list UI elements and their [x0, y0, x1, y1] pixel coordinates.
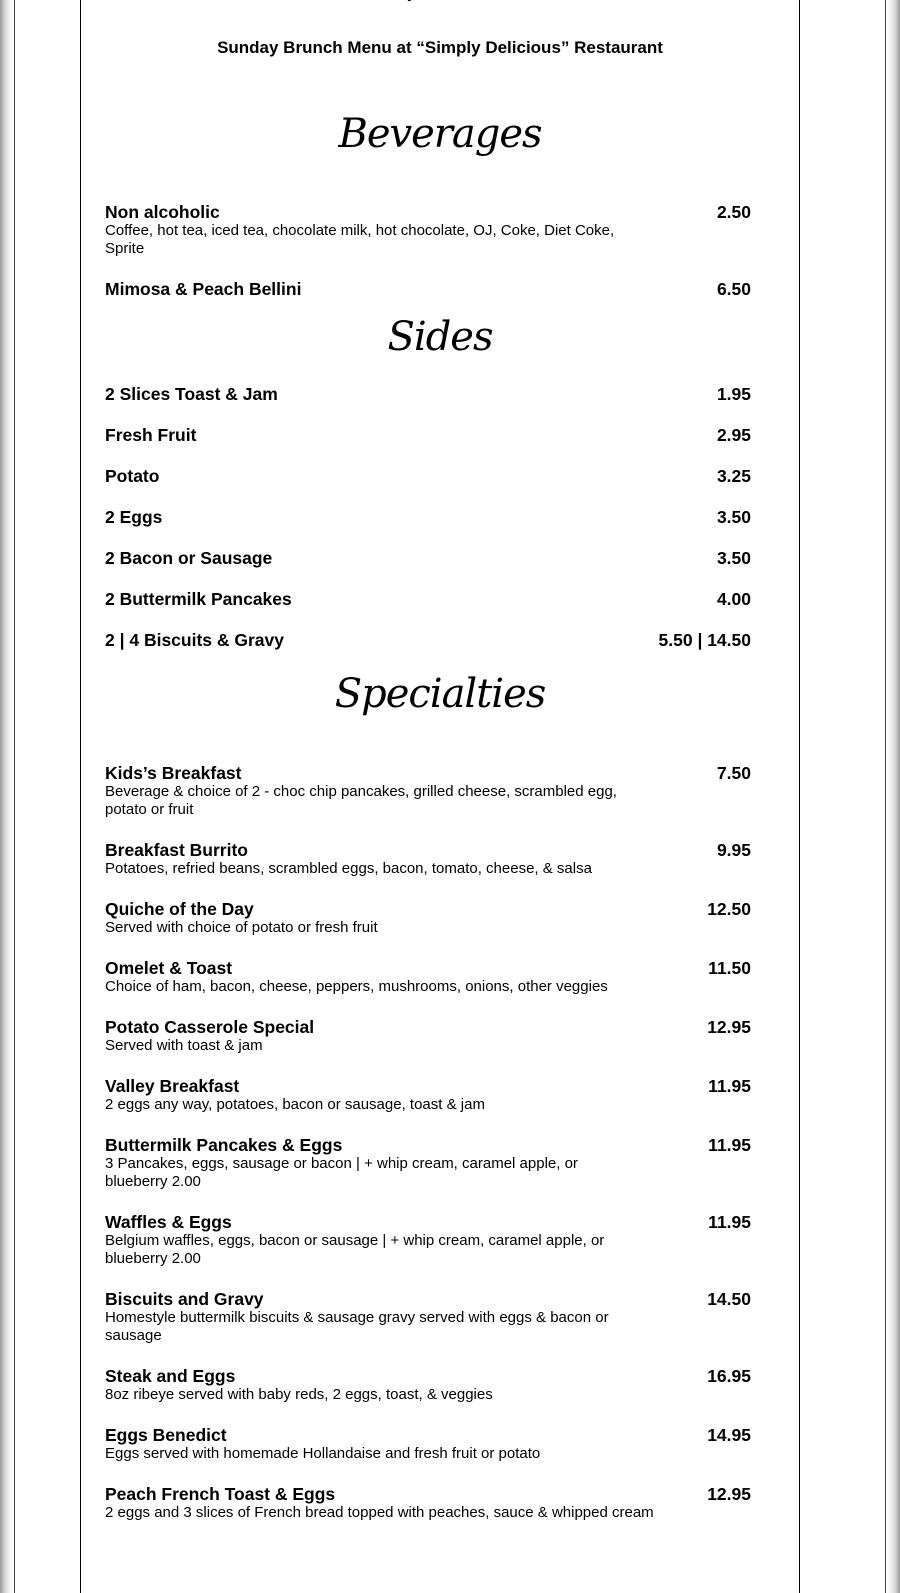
item-description: Served with toast & jam: [105, 1037, 263, 1054]
item-price: 11.95: [708, 1212, 751, 1232]
item-name: Non alcoholic: [105, 202, 220, 222]
item-price: 6.50: [716, 279, 751, 299]
item-name: Fresh Fruit: [105, 425, 197, 445]
menu-item-potato-casserole: [105, 1017, 751, 1055]
item-price: 14.95: [707, 1425, 751, 1445]
menu-item-kids-breakfast: [105, 763, 751, 819]
item-price: 14.50: [707, 1289, 751, 1309]
menu-item-steak-eggs: [105, 1366, 751, 1404]
item-name: Mimosa & Peach Bellini: [105, 279, 302, 299]
item-price: 5.50 | 14.50: [658, 630, 751, 650]
section-heading-beverages: Beverages: [338, 111, 542, 157]
item-description: Homestyle buttermilk biscuits & sausage gravy served with eggs & bacon or sausage: [105, 1309, 609, 1344]
menu-item-peach-french-toast: [105, 1484, 751, 1522]
title-flourish-graphic: [405, 0, 445, 20]
section-heading-sides: Sides: [387, 314, 493, 360]
menu-page: [80, 0, 800, 1593]
menu-item-breakfast-burrito: [105, 840, 751, 878]
section-heading-specialties: Specialties: [334, 671, 546, 717]
menu-item-quiche: [105, 899, 751, 937]
item-name: 2 Bacon or Sausage: [105, 548, 273, 568]
menu-item-mimosa: [105, 279, 751, 299]
item-name: Buttermilk Pancakes & Eggs: [105, 1135, 343, 1155]
menu-item-non-alcoholic: [105, 202, 751, 258]
item-price: 1.95: [716, 384, 751, 404]
item-description: Beverage & choice of 2 - choc chip pancakes, grilled cheese, scrambled egg, potato or fruit: [105, 783, 617, 818]
item-name: Valley Breakfast: [105, 1076, 240, 1096]
item-name: 2 Slices Toast & Jam: [105, 384, 278, 404]
item-name: Breakfast Burrito: [105, 840, 248, 860]
item-name: 2 Eggs: [105, 507, 163, 527]
item-name: Biscuits and Gravy: [105, 1289, 264, 1309]
menu-item-2-eggs: [105, 507, 751, 527]
item-name: 2 Buttermilk Pancakes: [105, 589, 292, 609]
item-price: 12.95: [707, 1017, 751, 1037]
item-price: 12.95: [707, 1484, 751, 1504]
item-description: Potatoes, refried beans, scrambled eggs, bacon, tomato, cheese, & salsa: [105, 860, 592, 877]
item-name: Waffles & Eggs: [105, 1212, 232, 1232]
item-name: Potato Casserole Special: [105, 1017, 315, 1037]
item-name: Eggs Benedict: [105, 1425, 227, 1445]
item-price: 11.95: [708, 1076, 751, 1096]
page-edge-right: [885, 0, 900, 1593]
item-description: Choice of ham, bacon, cheese, peppers, mushrooms, onions, other veggies: [105, 978, 608, 995]
item-description: 2 eggs and 3 slices of French bread topped with peaches, sauce & whipped cream: [105, 1504, 654, 1521]
item-description: Eggs served with homemade Hollandaise and fresh fruit or potato: [105, 1445, 541, 1462]
menu-item-waffles-eggs: [105, 1212, 751, 1268]
item-description: 2 eggs any way, potatoes, bacon or sausage, toast & jam: [105, 1096, 485, 1113]
item-name: Steak and Eggs: [105, 1366, 236, 1386]
menu-subtitle: Sunday Brunch Menu at “Simply Delicious” Restaurant: [217, 38, 663, 57]
menu-item-buttermilk-pancakes: [105, 589, 751, 609]
item-price: 3.50: [716, 548, 751, 568]
item-price: 3.25: [716, 466, 751, 486]
item-price: 2.95: [716, 425, 751, 445]
item-name: 2 | 4 Biscuits & Gravy: [105, 630, 285, 650]
menu-item-fresh-fruit: [105, 425, 751, 445]
item-description: 3 Pancakes, eggs, sausage or bacon | + whip cream, caramel apple, or blueberry 2.00: [105, 1155, 578, 1190]
item-name: Peach French Toast & Eggs: [105, 1484, 336, 1504]
menu-item-biscuits-gravy-side: [105, 630, 751, 650]
page-edge-left: [0, 0, 15, 1593]
item-price: 11.50: [708, 958, 751, 978]
item-name: Quiche of the Day: [105, 899, 254, 919]
item-price: 12.50: [707, 899, 751, 919]
menu-item-bacon-sausage: [105, 548, 751, 568]
menu-item-valley-breakfast: [105, 1076, 751, 1114]
menu-item-toast-jam: [105, 384, 751, 404]
item-price: 7.50: [716, 763, 751, 783]
menu-item-pancakes-eggs: [105, 1135, 751, 1191]
item-price: 3.50: [716, 507, 751, 527]
item-description: Belgium waffles, eggs, bacon or sausage | + whip cream, caramel apple, or blueberry 2.00: [105, 1232, 605, 1267]
item-price: 4.00: [716, 589, 751, 609]
item-price: 16.95: [707, 1366, 751, 1386]
item-name: Kids’s Breakfast: [105, 763, 242, 783]
menu-item-potato: [105, 466, 751, 486]
menu-item-eggs-benedict: [105, 1425, 751, 1463]
item-name: Omelet & Toast: [105, 958, 233, 978]
item-price: 2.50: [716, 202, 751, 222]
menu-item-biscuits-gravy: [105, 1289, 751, 1345]
item-name: Potato: [105, 466, 160, 486]
item-description: 8oz ribeye served with baby reds, 2 eggs, toast, & veggies: [105, 1386, 493, 1403]
item-description: Served with choice of potato or fresh fruit: [105, 919, 378, 936]
item-price: 11.95: [708, 1135, 751, 1155]
item-description: Coffee, hot tea, iced tea, chocolate milk, hot chocolate, OJ, Coke, Diet Coke, Sprite: [105, 222, 615, 257]
menu-item-omelet-toast: [105, 958, 751, 996]
item-price: 9.95: [716, 840, 751, 860]
